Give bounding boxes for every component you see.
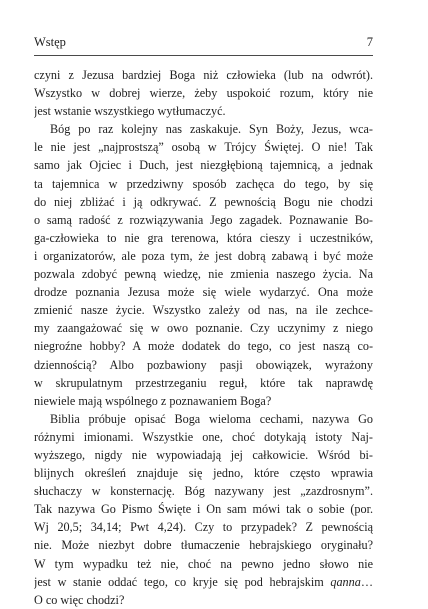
text-line: [34, 500, 373, 518]
text-line: [34, 356, 373, 374]
text-line: [34, 337, 373, 355]
text-line: [34, 265, 373, 283]
section-title: Wstęp: [34, 35, 66, 49]
page-number: 7: [366, 35, 373, 49]
text-line: [34, 66, 373, 84]
text-line-content: samo jak Ojciec i Duch, jest niezgłębioną tajemnicą, a jednak: [34, 158, 373, 173]
text-line-content: różnymi imionami. Wszystkie one, choć dotykają istoty Naj-: [34, 429, 373, 444]
text-line: [34, 573, 373, 591]
text-line-content: Tak nazywa Go Pismo Święte i On sam mówi tak o sobie (por.: [34, 502, 373, 517]
text-line-content: słuchaczy w konsternację. Bóg nazywany jest „zazdrosnym”.: [34, 484, 373, 499]
text-line-content: czyni z Jezusa bardziej Boga niż człowieka (lub na odwrót).: [34, 68, 373, 82]
text-line-content: o samą radość z rozwiązywania Jego zagadek. Poznawanie Bo-: [34, 212, 373, 227]
text-line: [34, 193, 373, 211]
text-line: [34, 175, 373, 193]
text-line-content: i organizatorów, ale poza tym, że jest dobrą zabawą i być może: [34, 248, 373, 263]
text-line-content: my zaangażować się w owo poznanie. Czy uczynimy z niego: [34, 321, 373, 336]
text-line: [34, 319, 373, 337]
text-line-content: niewiele mają wspólnego z poznawaniem Boga?: [34, 393, 272, 408]
text-line: [34, 446, 373, 464]
text-line: [34, 229, 373, 247]
text-line-content: w skrupulatnym przestrzeganiu reguł, które tak naprawdę: [34, 375, 373, 390]
text-line-content: nie. Może niezbyt dobre tłumaczenie hebrajskiego oryginału?: [34, 538, 373, 553]
text-line: [34, 247, 373, 265]
text-line-content: do niej zbliżać i ją odkrywać. Z pewnością Bogu nie chodzi: [34, 194, 373, 209]
text-line: [34, 374, 373, 392]
text-line: [34, 555, 373, 573]
text-line: [34, 84, 373, 102]
text-line-content: wyższego, nigdy nie wypowiadają jej całkowicie. Wśród bi-: [34, 447, 373, 462]
text-line-content: O co więc chodzi?: [34, 592, 125, 607]
text-line: [34, 283, 373, 301]
text-line: [34, 120, 373, 138]
text-line-content: blijnych określeń znajduje się jedno, które często wprawia: [34, 466, 373, 481]
text-line-content: W tym wypadku też nie, choć na pewno jedno słowo nie: [34, 556, 373, 571]
text-line-content: ga-człowieka to nie gra terenowa, która cieszy i uczestników,: [34, 230, 373, 245]
text-line-content: pozwala zdobyć pewną wiedzę, nie zmienia naszego życia. Na: [34, 267, 373, 282]
header-divider: [34, 55, 373, 56]
text-line-content: Bóg po raz kolejny nas zaskakuje. Syn Boży, Jezus, wca-: [50, 122, 373, 137]
text-line-content: drodze poznania Jezusa może się wiele wydarzyć. Ona może: [34, 285, 373, 300]
text-line: [34, 102, 373, 120]
text-line-content: Biblia próbuje opisać Boga wieloma cechami, nazywa Go: [50, 411, 373, 426]
text-line-content: ta tajemnica w przedziwny sposób zachęca do tego, by się: [34, 176, 373, 191]
text-line-content: niegroźne hobby? A może dodatek do tego, co jest naszą co-: [34, 339, 373, 354]
text-line-content: le nie jest „najprostszą” osobą w Trójcy Świętej. O nie! Tak: [34, 140, 373, 155]
text-line: [34, 156, 373, 174]
text-line-content: Wszystko w dobrej wierze, żeby uspokoić rozum, który nie: [34, 86, 373, 101]
text-line: [34, 301, 373, 319]
text-line: [34, 428, 373, 446]
text-line-content: dziennością? Albo pozbawiony pasji obowiązek, wyrażony: [34, 357, 373, 372]
text-line-content: zmienić nasze życie. Wszystko zależy od nas, na ile zechce-: [34, 303, 373, 318]
text-line-content: Wj 20,5; 34,14; Pwt 4,24). Czy to przypadek? Z pewnością: [34, 520, 373, 535]
text-line-content: jest w stanie oddać tego, co kryje się pod hebrajskim: [34, 574, 331, 589]
italic-term: qanna: [330, 574, 361, 589]
text-line: [34, 392, 373, 410]
text-line: [34, 482, 373, 500]
text-line: [34, 464, 373, 482]
text-line: [34, 410, 373, 428]
body-text: [34, 66, 373, 609]
text-line: [34, 536, 373, 554]
text-line: [34, 138, 373, 156]
text-line-content: jest wstanie wszystkiego wytłumaczyć.: [34, 104, 226, 119]
ellipsis: …: [360, 574, 373, 589]
text-line: [34, 591, 373, 609]
text-line: [34, 518, 373, 536]
running-header: [34, 35, 373, 49]
text-line: [34, 211, 373, 229]
